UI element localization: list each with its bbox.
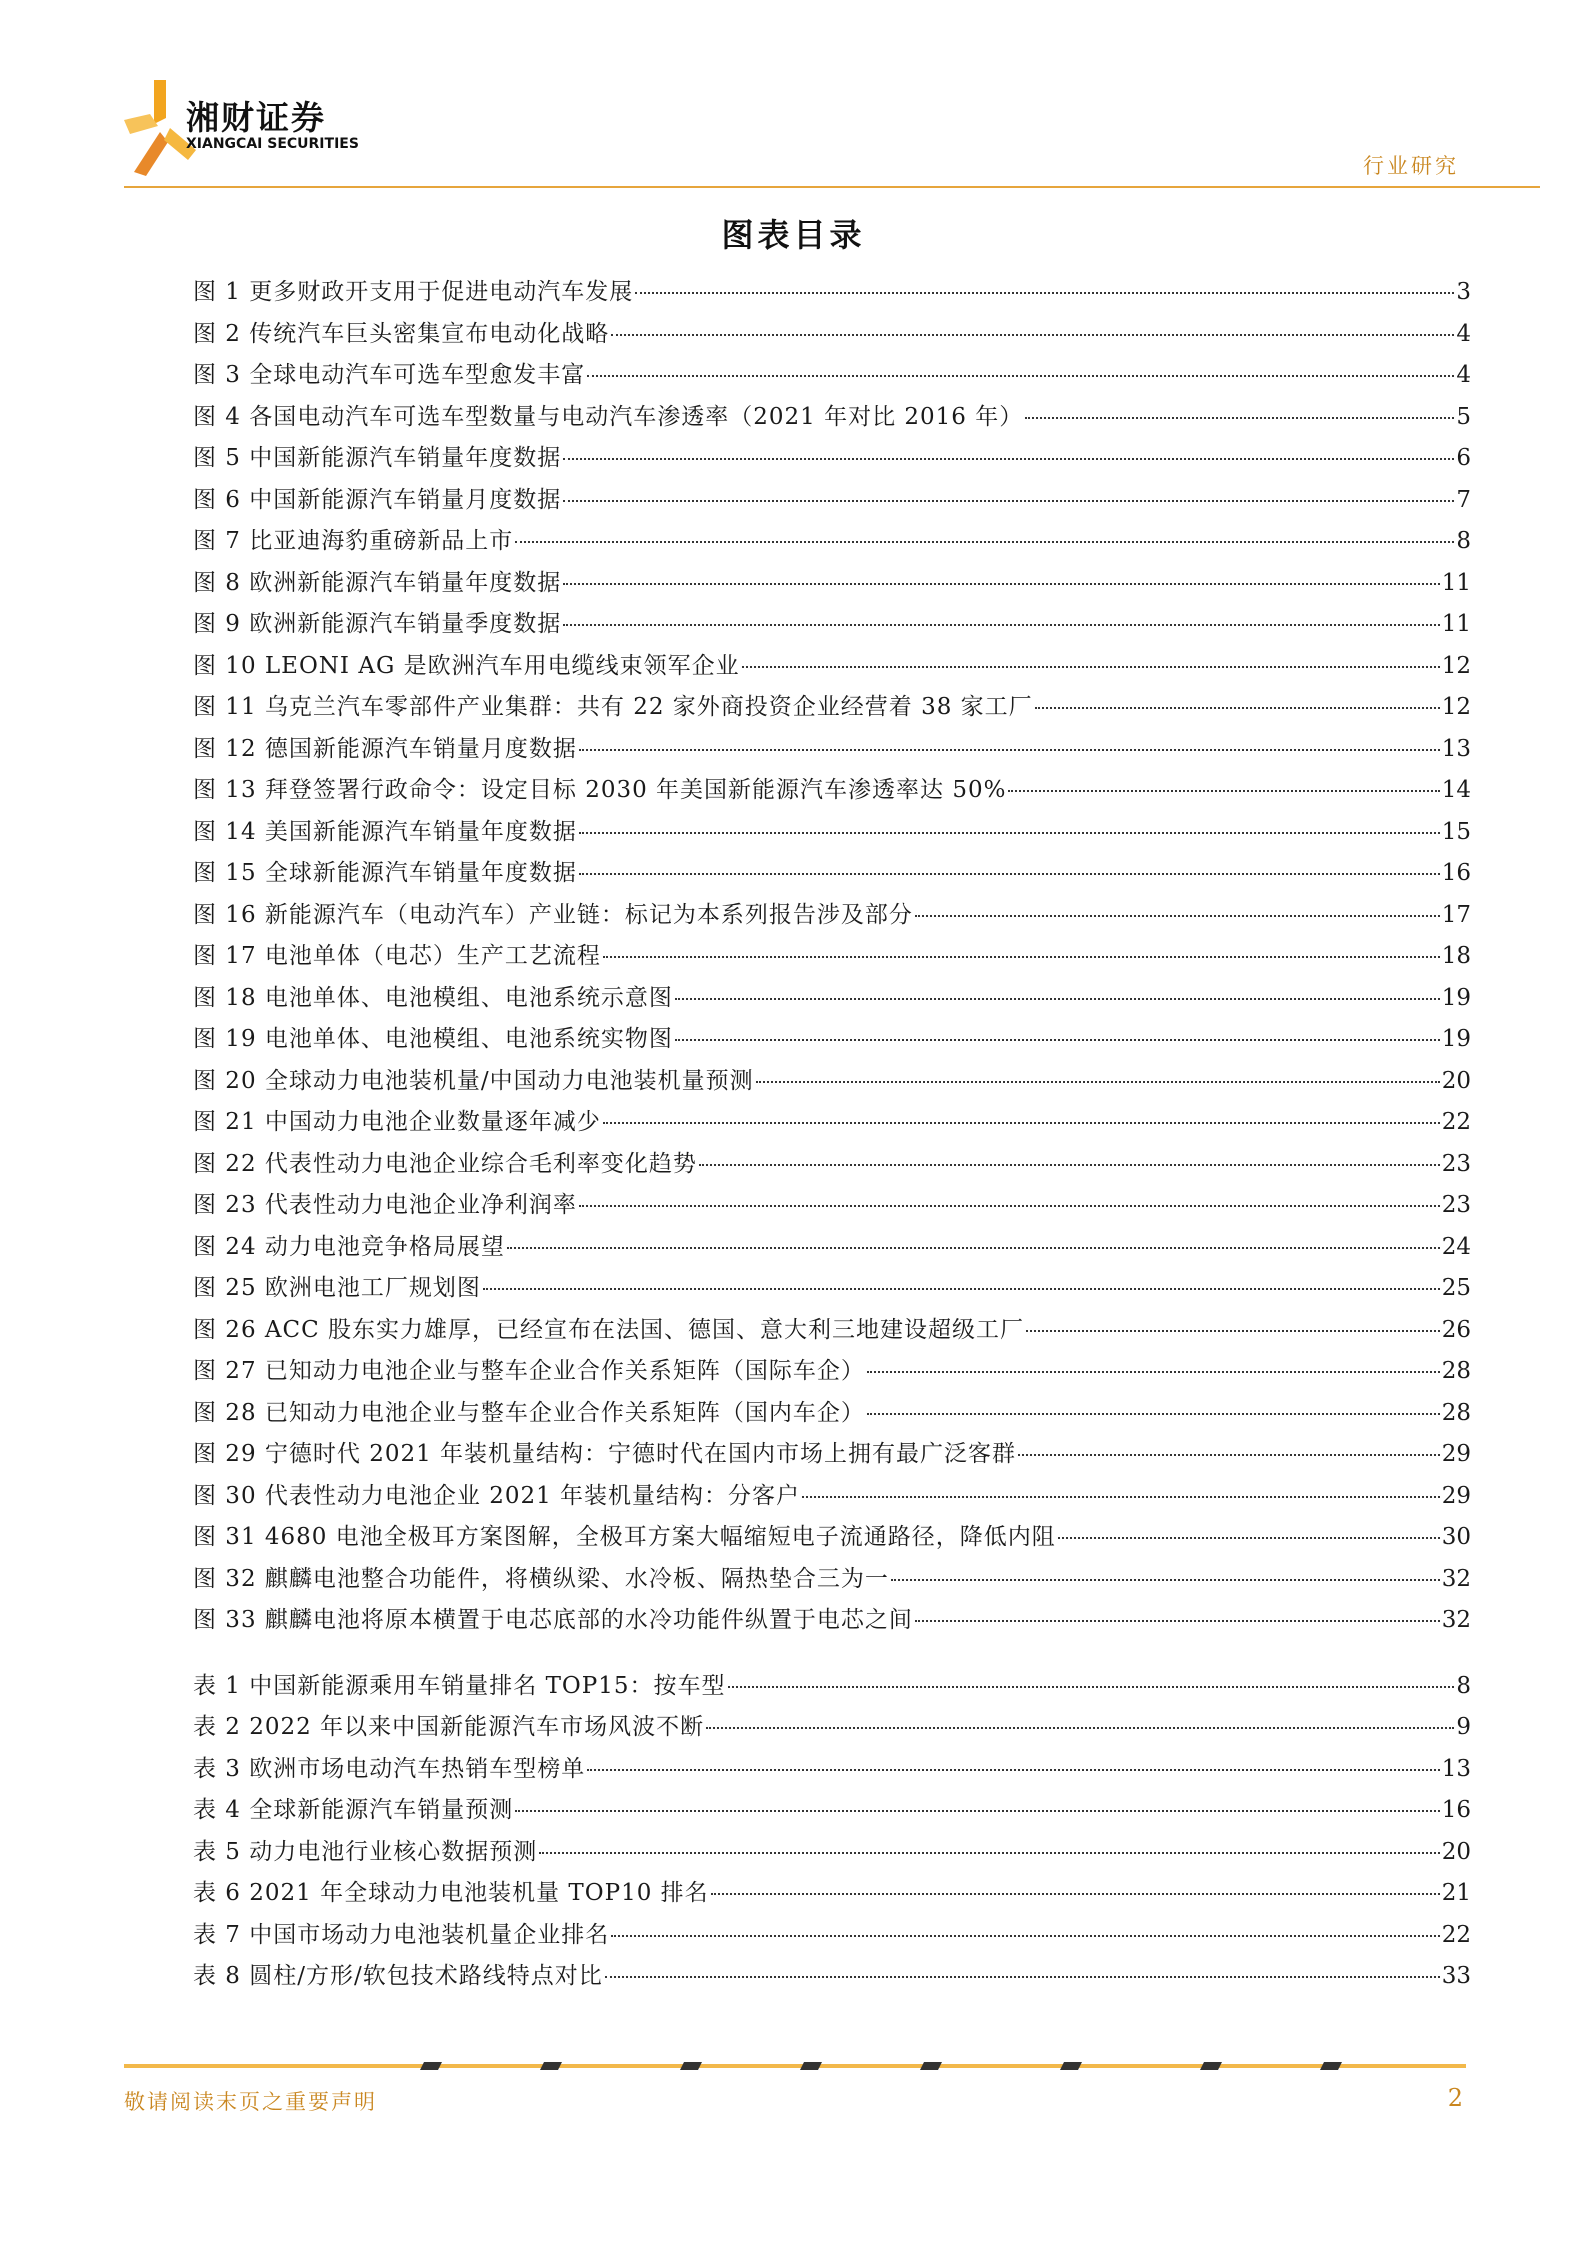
figure-entry-label: 图 26 ACC 股东实力雄厚，已经宣布在法国、德国、意大利三地建设超级工厂 <box>193 1316 1025 1343</box>
figure-list <box>193 272 1471 1642</box>
figure-entry-label: 图 20 全球动力电池装机量/中国动力电池装机量预测 <box>193 1067 754 1094</box>
figure-entry-label: 图 7 比亚迪海豹重磅新品上市 <box>193 528 514 554</box>
dot-leader <box>891 1578 1440 1581</box>
figure-entry-page: 26 <box>1441 1316 1471 1343</box>
figure-entry[interactable] <box>193 1268 1471 1310</box>
figure-entry-label: 图 9 欧洲新能源汽车销量季度数据 <box>193 611 562 637</box>
dot-leader <box>539 1851 1439 1854</box>
figure-entry[interactable] <box>193 604 1471 646</box>
figure-entry-label: 图 33 麒麟电池将原本横置于电芯底部的水冷功能件纵置于电芯之间 <box>193 1607 913 1633</box>
footer-divider <box>124 2062 1466 2070</box>
figure-entry-page: 17 <box>1441 901 1471 928</box>
dot-leader <box>706 1726 1454 1729</box>
figure-entry-page: 11 <box>1441 569 1471 596</box>
dot-leader <box>515 540 1454 543</box>
table-entry-page: 21 <box>1441 1880 1471 1906</box>
figure-entry-label: 图 21 中国动力电池企业数量逐年减少 <box>193 1109 601 1135</box>
figure-entry-page: 23 <box>1441 1192 1471 1218</box>
figure-entry-page: 29 <box>1441 1441 1471 1467</box>
figure-entry-label: 图 12 德国新能源汽车销量月度数据 <box>193 735 577 762</box>
figure-entry-label: 图 14 美国新能源汽车销量年度数据 <box>193 818 577 845</box>
dot-leader <box>1008 789 1439 792</box>
figure-entry-page: 8 <box>1456 528 1471 554</box>
figure-entry[interactable] <box>193 480 1471 522</box>
figure-entry-page: 16 <box>1441 860 1471 886</box>
figure-entry[interactable] <box>193 812 1471 854</box>
figure-entry-label: 图 16 新能源汽车（电动汽车）产业链：标记为本系列报告涉及部分 <box>193 901 913 928</box>
section-tag: 行业研究 <box>1363 154 1459 178</box>
dot-leader <box>579 872 1440 875</box>
figure-entry-label: 图 4 各国电动汽车可选车型数量与电动汽车渗透率（2021 年对比 2016 年） <box>193 403 1024 430</box>
dot-leader <box>635 291 1454 294</box>
figure-entry[interactable] <box>193 1517 1471 1559</box>
dot-leader <box>802 1495 1440 1498</box>
figure-entry-page: 12 <box>1441 652 1471 679</box>
dot-leader <box>515 1809 1439 1812</box>
dot-leader <box>563 499 1454 502</box>
figure-entry-label: 图 2 传统汽车巨头密集宣布电动化战略 <box>193 320 610 347</box>
figure-entry[interactable] <box>193 687 1471 729</box>
figure-entry-label: 图 32 麒麟电池整合功能件，将横纵梁、水冷板、隔热垫合三为一 <box>193 1565 889 1592</box>
figure-entry-label: 图 18 电池单体、电池模组、电池系统示意图 <box>193 984 673 1011</box>
figure-entry[interactable] <box>193 1144 1471 1186</box>
dot-leader <box>867 1412 1440 1415</box>
figure-entry-label: 图 31 4680 电池全极耳方案图解，全极耳方案大幅缩短电子流通路径，降低内阻 <box>193 1524 1056 1550</box>
figure-entry-label: 图 17 电池单体（电芯）生产工艺流程 <box>193 943 601 969</box>
figure-entry[interactable] <box>193 521 1471 563</box>
dot-leader <box>611 1934 1439 1937</box>
table-entry-label: 表 7 中国市场动力电池装机量企业排名 <box>193 1921 610 1948</box>
figure-entry[interactable] <box>193 729 1471 771</box>
dot-leader <box>563 582 1439 585</box>
table-entry[interactable] <box>193 1956 1471 1998</box>
figure-entry-label: 图 15 全球新能源汽车销量年度数据 <box>193 860 577 886</box>
figure-entry[interactable] <box>193 1351 1471 1393</box>
header-divider <box>124 186 1540 188</box>
figure-entry[interactable] <box>193 438 1471 480</box>
table-entry-label: 表 5 动力电池行业核心数据预测 <box>193 1838 538 1865</box>
table-entry-page: 20 <box>1441 1838 1471 1865</box>
figure-entry-page: 19 <box>1441 984 1471 1011</box>
page-header <box>0 0 1587 190</box>
dot-leader <box>587 374 1454 377</box>
table-entry-label: 表 2 2022 年以来中国新能源汽车市场风波不断 <box>193 1714 705 1740</box>
figure-entry-page: 11 <box>1441 611 1471 637</box>
figure-entry-page: 22 <box>1441 1109 1471 1135</box>
dot-leader <box>699 1163 1440 1166</box>
figure-entry-page: 32 <box>1441 1565 1471 1592</box>
dot-leader <box>915 914 1440 917</box>
figure-entry[interactable] <box>193 1600 1471 1642</box>
figure-entry[interactable] <box>193 355 1471 397</box>
table-entry[interactable] <box>193 1707 1471 1749</box>
figure-entry-page: 28 <box>1441 1358 1471 1384</box>
figure-entry-page: 4 <box>1456 320 1471 347</box>
dot-leader <box>711 1892 1440 1895</box>
figure-entry-label: 图 11 乌克兰汽车零部件产业集群：共有 22 家外商投资企业经营着 38 家工厂 <box>193 694 1033 720</box>
dot-leader <box>611 333 1454 336</box>
figure-entry-page: 29 <box>1441 1482 1471 1509</box>
dot-leader <box>1018 1453 1440 1456</box>
figure-entry-page: 7 <box>1456 486 1471 513</box>
dot-leader <box>563 457 1454 460</box>
figure-entry[interactable] <box>193 563 1471 605</box>
table-entry-page: 16 <box>1441 1797 1471 1823</box>
figure-entry-page: 14 <box>1441 777 1471 803</box>
figure-entry-page: 30 <box>1441 1524 1471 1550</box>
table-entry[interactable] <box>193 1873 1471 1915</box>
dot-leader <box>675 997 1440 1000</box>
figure-entry-page: 4 <box>1456 362 1471 388</box>
table-entry-label: 表 3 欧洲市场电动汽车热销车型榜单 <box>193 1755 586 1782</box>
figure-entry[interactable] <box>193 646 1471 688</box>
table-entry-label: 表 4 全球新能源汽车销量预测 <box>193 1797 514 1823</box>
figure-entry-label: 图 23 代表性动力电池企业净利润率 <box>193 1192 577 1218</box>
brand-name: 湘财证券 <box>186 98 326 137</box>
figure-entry[interactable] <box>193 978 1471 1020</box>
figure-entry-page: 15 <box>1441 818 1471 845</box>
figure-entry-label: 图 6 中国新能源汽车销量月度数据 <box>193 486 562 513</box>
table-entry-page: 33 <box>1441 1963 1471 1989</box>
figure-entry-label: 图 22 代表性动力电池企业综合毛利率变化趋势 <box>193 1150 697 1177</box>
figure-entry[interactable] <box>193 1476 1471 1518</box>
figure-entry[interactable] <box>193 1393 1471 1435</box>
table-entry-label: 表 8 圆柱/方形/软包技术路线特点对比 <box>193 1963 603 1989</box>
dot-leader <box>1035 706 1440 709</box>
figure-entry-page: 5 <box>1456 403 1471 430</box>
figure-entry[interactable] <box>193 1559 1471 1601</box>
dot-leader <box>1025 416 1454 419</box>
table-entry-label: 表 6 2021 年全球动力电池装机量 TOP10 排名 <box>193 1880 709 1906</box>
figure-entry-label: 图 8 欧洲新能源汽车销量年度数据 <box>193 569 562 596</box>
figure-entry[interactable] <box>193 1227 1471 1269</box>
table-list <box>193 1666 1471 1998</box>
figure-entry-page: 13 <box>1441 735 1471 762</box>
table-entry[interactable] <box>193 1666 1471 1708</box>
figure-entry[interactable] <box>193 272 1471 314</box>
dot-leader <box>587 1768 1439 1771</box>
figure-entry-label: 图 10 LEONI AG 是欧洲汽车用电缆线束领军企业 <box>193 652 740 679</box>
figure-entry-label: 图 30 代表性动力电池企业 2021 年装机量结构：分客户 <box>193 1482 801 1509</box>
figure-entry[interactable] <box>193 1061 1471 1103</box>
dot-leader <box>603 955 1440 958</box>
figure-entry-page: 20 <box>1441 1067 1471 1094</box>
page-title: 图表目录 <box>721 216 866 254</box>
table-entry-page: 8 <box>1456 1672 1471 1699</box>
figure-entry[interactable] <box>193 770 1471 812</box>
figure-entry[interactable] <box>193 1102 1471 1144</box>
figure-entry-page: 25 <box>1441 1275 1471 1301</box>
table-entry-page: 9 <box>1456 1714 1471 1740</box>
dot-leader <box>915 1619 1440 1622</box>
dot-leader <box>1026 1329 1440 1332</box>
figure-entry-label: 图 13 拜登签署行政命令：设定目标 2030 年美国新能源汽车渗透率达 50% <box>193 777 1007 803</box>
dot-leader <box>867 1370 1440 1373</box>
dot-leader <box>483 1287 1440 1290</box>
figure-entry[interactable] <box>193 853 1471 895</box>
figure-entry[interactable] <box>193 1185 1471 1227</box>
figure-entry-page: 24 <box>1441 1233 1471 1260</box>
table-entry[interactable] <box>193 1790 1471 1832</box>
table-entry-label: 表 1 中国新能源乘用车销量排名 TOP15：按车型 <box>193 1672 726 1699</box>
figure-entry-page: 23 <box>1441 1150 1471 1177</box>
table-entry[interactable] <box>193 1832 1471 1874</box>
table-entry-page: 22 <box>1441 1921 1471 1948</box>
figure-entry-page: 19 <box>1441 1026 1471 1052</box>
figure-entry-label: 图 27 已知动力电池企业与整车企业合作关系矩阵（国际车企） <box>193 1358 865 1384</box>
figure-entry-label: 图 24 动力电池竞争格局展望 <box>193 1233 505 1260</box>
figure-entry-label: 图 28 已知动力电池企业与整车企业合作关系矩阵（国内车企） <box>193 1399 865 1426</box>
dot-leader <box>675 1038 1440 1041</box>
dot-leader <box>605 1975 1440 1978</box>
figure-entry-page: 28 <box>1441 1399 1471 1426</box>
dot-leader <box>742 665 1440 668</box>
dot-leader <box>579 748 1440 751</box>
dot-leader <box>603 1121 1440 1124</box>
dot-leader <box>1058 1536 1440 1539</box>
figure-entry[interactable] <box>193 936 1471 978</box>
figure-entry-label: 图 25 欧洲电池工厂规划图 <box>193 1275 481 1301</box>
brand-english-name: XIANGCAI SECURITIES <box>186 136 359 152</box>
figure-entry-page: 6 <box>1456 445 1471 471</box>
figure-entry[interactable] <box>193 895 1471 937</box>
figure-entry-label: 图 1 更多财政开支用于促进电动汽车发展 <box>193 279 634 305</box>
figure-entry[interactable] <box>193 1434 1471 1476</box>
figure-entry[interactable] <box>193 1310 1471 1352</box>
figure-entry[interactable] <box>193 1019 1471 1061</box>
figure-entry-label: 图 19 电池单体、电池模组、电池系统实物图 <box>193 1026 673 1052</box>
table-entry[interactable] <box>193 1915 1471 1957</box>
dot-leader <box>507 1246 1440 1249</box>
dot-leader <box>563 623 1439 626</box>
dot-leader <box>728 1685 1455 1688</box>
footer-disclaimer: 敬请阅读末页之重要声明 <box>124 2090 377 2114</box>
figure-entry-page: 12 <box>1441 694 1471 720</box>
figure-entry[interactable] <box>193 397 1471 439</box>
figure-entry-label: 图 5 中国新能源汽车销量年度数据 <box>193 445 562 471</box>
figure-entry[interactable] <box>193 314 1471 356</box>
figure-entry-label: 图 29 宁德时代 2021 年装机量结构：宁德时代在国内市场上拥有最广泛客群 <box>193 1441 1017 1467</box>
dot-leader <box>579 831 1440 834</box>
dot-leader <box>579 1204 1440 1207</box>
page-number: 2 <box>1447 2084 1463 2112</box>
table-entry-page: 13 <box>1441 1755 1471 1782</box>
figure-entry-page: 32 <box>1441 1607 1471 1633</box>
table-entry[interactable] <box>193 1749 1471 1791</box>
figure-entry-page: 3 <box>1456 279 1471 305</box>
dot-leader <box>756 1080 1440 1083</box>
table-of-figures <box>193 272 1471 1998</box>
figure-entry-label: 图 3 全球电动汽车可选车型愈发丰富 <box>193 362 586 388</box>
figure-entry-page: 18 <box>1441 943 1471 969</box>
